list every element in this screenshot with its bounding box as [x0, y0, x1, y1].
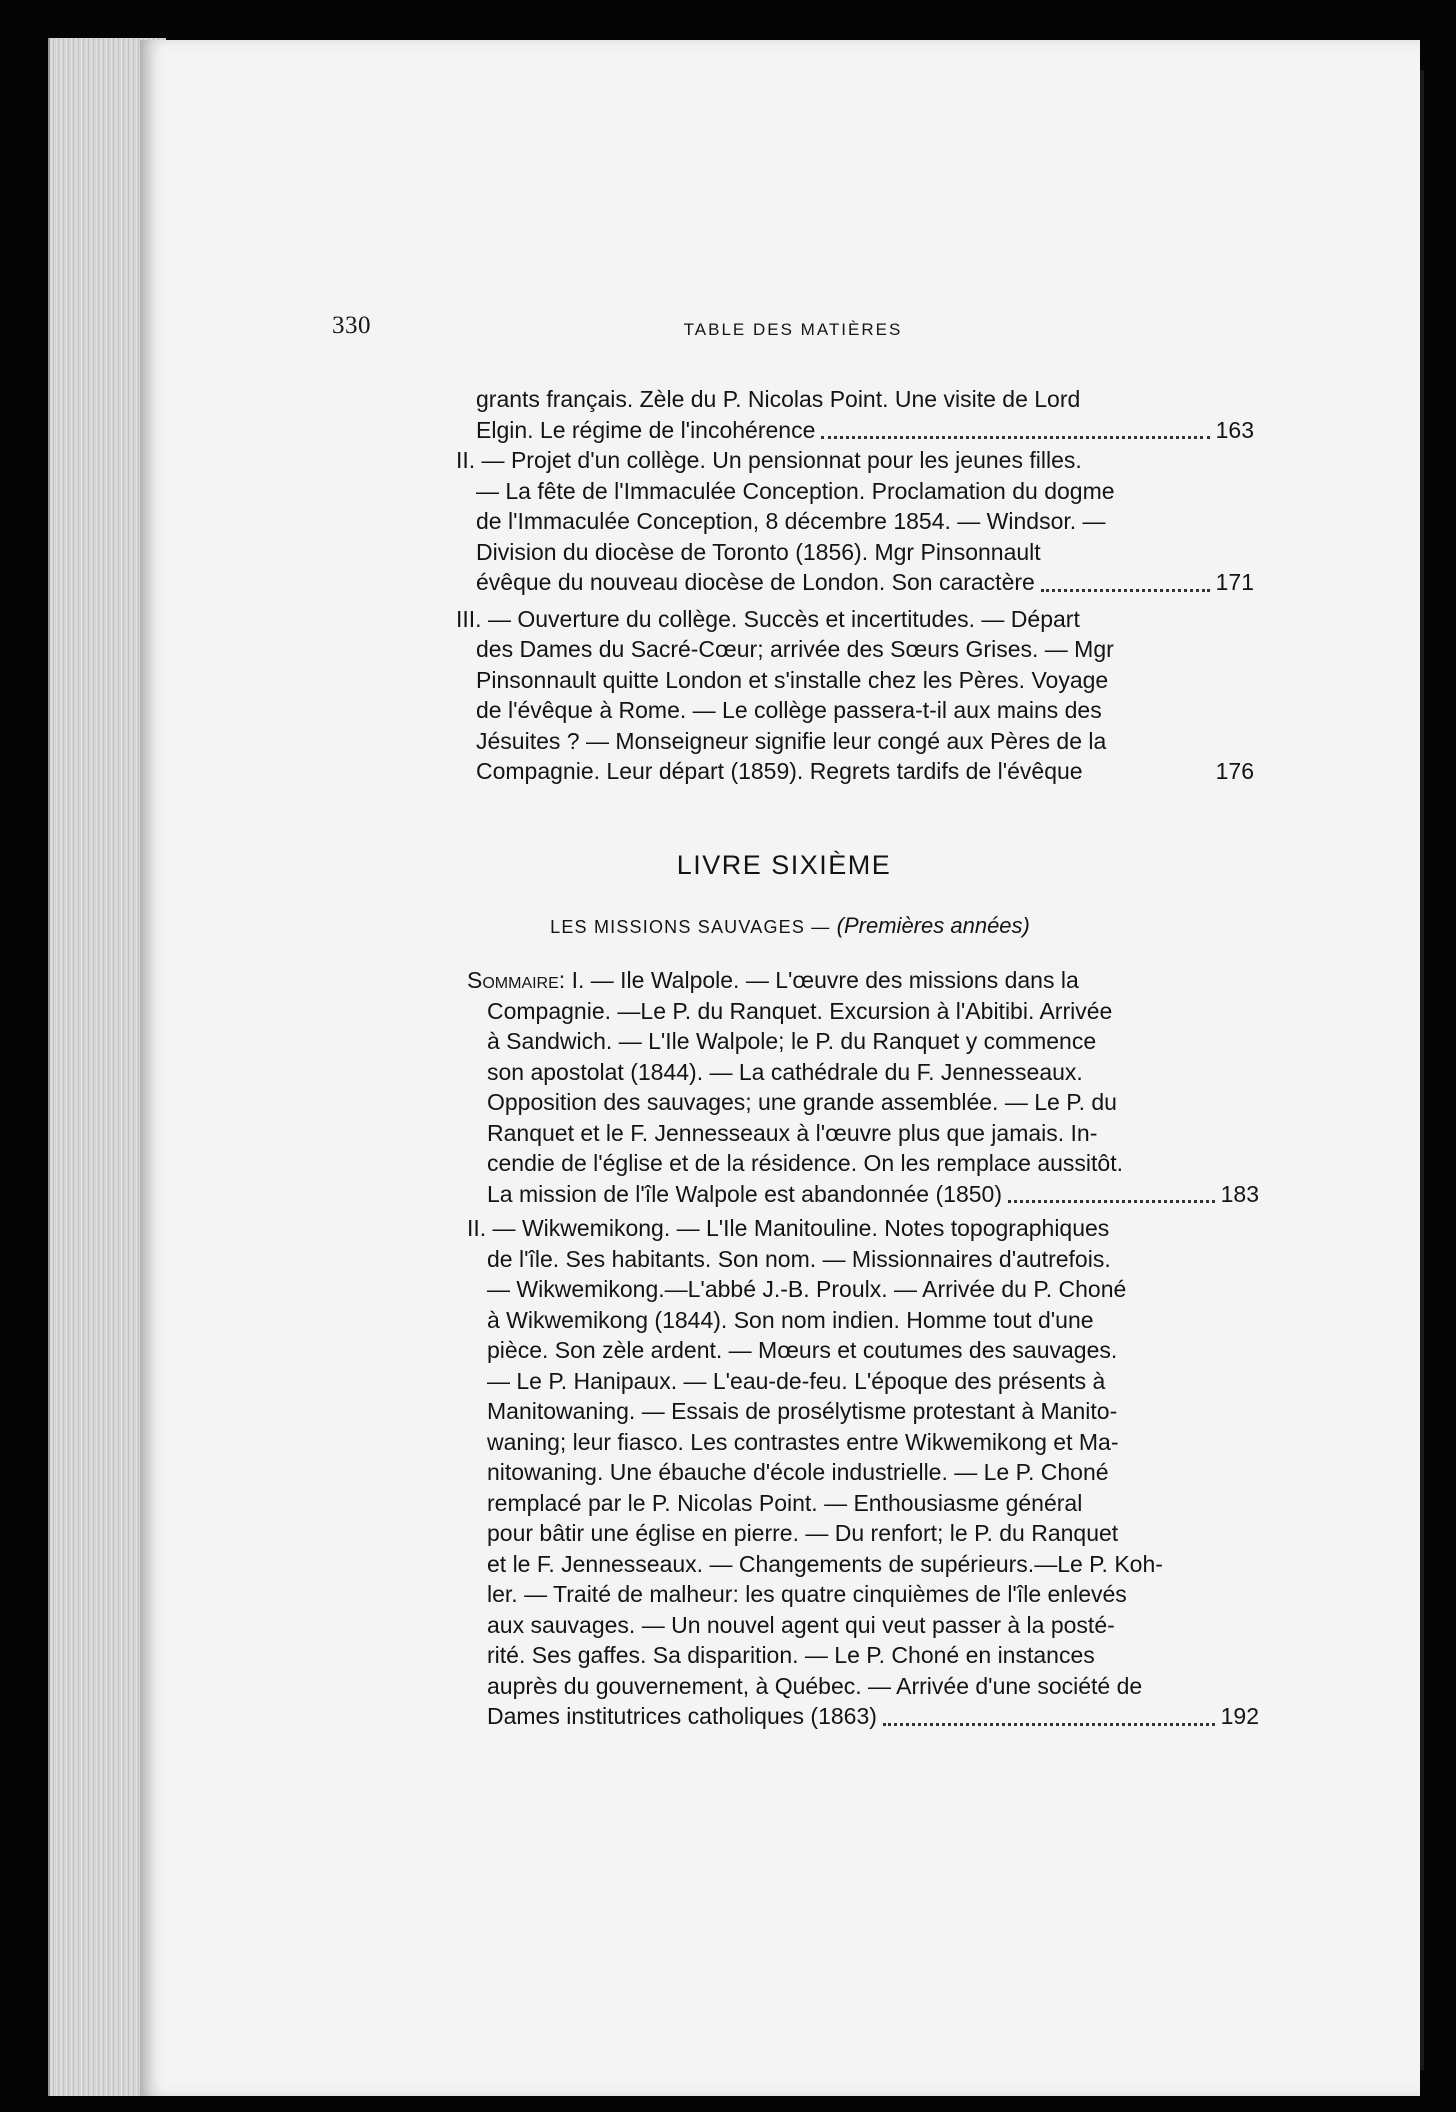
toc-line-text: ler. — Traité de malheur: les quatre cinquièmes de l'île enlevés [487, 1581, 1127, 1607]
toc-line-text: à Sandwich. — L'Ile Walpole; le P. du Ranquet y commence [487, 1028, 1097, 1054]
toc-line [467, 1274, 1259, 1305]
toc-line-text: nitowaning. Une ébauche d'école industrielle. — Le P. Choné [487, 1459, 1109, 1485]
toc-line [467, 1366, 1259, 1397]
toc-line [467, 1118, 1259, 1149]
toc-line [467, 1396, 1259, 1427]
toc-line-text: évêque du nouveau diocèse de London. Son caractère [476, 569, 1035, 595]
toc-line-text: Jésuites ? — Monseigneur signifie leur congé aux Pères de la [476, 727, 1107, 754]
toc-line-with-page [476, 415, 1254, 446]
toc-line-text: pour bâtir une église en pierre. — Du renfort; le P. du Ranquet [487, 1520, 1119, 1546]
toc-line [456, 726, 1254, 757]
toc-line [467, 1244, 1259, 1275]
toc-line-text: grants français. Zèle du P. Nicolas Point. Une visite de Lord [476, 386, 1081, 412]
toc-line [467, 996, 1259, 1027]
toc-line [467, 1610, 1259, 1641]
livre-subtitle [0, 913, 1456, 939]
toc-line-with-page [456, 756, 1254, 787]
page-number: 330 [332, 312, 371, 339]
toc-line-text: La mission de l'île Walpole est abandonnée (1850) [487, 1180, 1002, 1207]
toc-line-text: Compagnie. —Le P. du Ranquet. Excursion à l'Abitibi. Arrivée [487, 997, 1113, 1024]
toc-line-text: waning; leur fiasco. Les contrastes entre Wikwemikong et Ma- [487, 1428, 1119, 1455]
toc-entry-continuation [476, 384, 1254, 445]
dot-leader [883, 1723, 1215, 1726]
toc-line-with-page [467, 1701, 1259, 1732]
sommaire-label: Sommaire [467, 967, 559, 993]
toc-line-text: Compagnie. Leur départ (1859). Regrets tardifs de l'évêque [476, 758, 1083, 784]
toc-line-text: à Wikwemikong (1844). Son nom indien. Homme tout d'une [487, 1306, 1094, 1333]
toc-line-text: II. — Wikwemikong. — L'Ile Manitouline. Notes topographiques [467, 1215, 1110, 1241]
toc-line-with-page [467, 1179, 1259, 1210]
toc-page-number: 171 [1215, 569, 1254, 595]
toc-line-text: II. — Projet d'un collège. Un pensionnat pour les jeunes filles. [456, 447, 1082, 473]
toc-line [467, 1457, 1259, 1488]
toc-line-text: III. — Ouverture du collège. Succès et incertitudes. — Départ [456, 605, 1080, 632]
toc-line [467, 1305, 1259, 1336]
toc-page-number: 183 [1220, 1180, 1259, 1207]
livre-subtitle-caps: LES MISSIONS SAUVAGES — [550, 917, 837, 937]
toc-line [467, 965, 1259, 996]
toc-line-text: de l'Immaculée Conception, 8 décembre 1854. — Windsor. — [476, 508, 1106, 534]
toc-line [467, 1335, 1259, 1366]
toc-line [467, 1671, 1259, 1702]
toc-line [467, 1087, 1259, 1118]
toc-line-text: — La fête de l'Immaculée Conception. Proclamation du dogme [476, 477, 1115, 504]
toc-line [456, 537, 1254, 568]
toc-line [456, 665, 1254, 696]
toc-line [467, 1213, 1259, 1244]
toc-line-text: — Le P. Hanipaux. — L'eau-de-feu. L'époque des présents à [487, 1367, 1106, 1394]
toc-line [467, 1640, 1259, 1671]
toc-line [456, 445, 1254, 476]
livre-subtitle-italic: (Premières années) [836, 913, 1030, 938]
toc-page-number: 163 [1215, 416, 1254, 443]
dot-leader [1041, 589, 1210, 592]
toc-line [467, 1427, 1259, 1458]
toc-line-text: et le F. Jennesseaux. — Changements de supérieurs.—Le P. Koh- [487, 1550, 1163, 1577]
toc-line [456, 476, 1254, 507]
toc-line [467, 1026, 1259, 1057]
toc-line [467, 1057, 1259, 1088]
toc-line [467, 1488, 1259, 1519]
dot-leader [821, 436, 1209, 439]
toc-line-text: Pinsonnault quitte London et s'installe chez les Pères. Voyage [476, 666, 1109, 693]
page-header [0, 312, 1456, 352]
toc-line [476, 384, 1254, 415]
sommaire-entry-I [467, 965, 1259, 1209]
toc-line-text: remplacé par le P. Nicolas Point. — Enthousiasme général [487, 1489, 1083, 1516]
toc-page-number: 176 [1215, 758, 1254, 784]
dot-leader [1008, 1200, 1215, 1203]
toc-line-text: de l'évêque à Rome. — Le collège passera-t-il aux mains des [476, 697, 1102, 723]
toc-line [456, 604, 1254, 635]
toc-line [467, 1518, 1259, 1549]
toc-line-text: cendie de l'église et de la résidence. On les remplace aussitôt. [487, 1150, 1123, 1176]
toc-line-text: auprès du gouvernement, à Québec. — Arrivée d'une société de [487, 1672, 1143, 1699]
toc-line [456, 634, 1254, 665]
toc-line-text: — Wikwemikong.—L'abbé J.-B. Proulx. — Arrivée du P. Choné [487, 1276, 1127, 1302]
toc-line [456, 506, 1254, 537]
livre-title: LIVRE SIXIÈME [676, 850, 892, 880]
sommaire-section [467, 965, 1259, 1732]
toc-line-text: Manitowaning. — Essais de prosélytisme protestant à Manito- [487, 1398, 1118, 1424]
toc-line-text: rité. Ses gaffes. Sa disparition. — Le P. Choné en instances [487, 1642, 1095, 1668]
toc-line-text: : I. — Ile Walpole. — L'œuvre des missions dans la [558, 967, 1079, 993]
toc-entry-II [456, 445, 1254, 598]
toc-line-text: Elgin. Le régime de l'incohérence [476, 416, 816, 443]
toc-line [467, 1549, 1259, 1580]
toc-line [467, 1579, 1259, 1610]
toc-line-text: pièce. Son zèle ardent. — Mœurs et coutumes des sauvages. [487, 1337, 1118, 1363]
toc-line-text: Ranquet et le F. Jennesseaux à l'œuvre plus que jamais. In- [487, 1119, 1098, 1146]
toc-line-text: son apostolat (1844). — La cathédrale du F. Jennesseaux. [487, 1058, 1083, 1085]
running-title: TABLE DES MATIÈRES [683, 320, 903, 339]
toc-entry-III [456, 604, 1254, 787]
sommaire-entry-II [467, 1213, 1259, 1732]
toc-line-text: des Dames du Sacré-Cœur; arrivée des Sœurs Grises. — Mgr [476, 636, 1114, 662]
toc-line [456, 695, 1254, 726]
toc-line-text: Division du diocèse de Toronto (1856). Mgr Pinsonnault [476, 538, 1041, 565]
toc-line [467, 1148, 1259, 1179]
toc-line-with-page [456, 567, 1254, 598]
toc-line-text: de l'île. Ses habitants. Son nom. — Missionnaires d'autrefois. [487, 1245, 1111, 1272]
toc-page-number: 192 [1220, 1703, 1259, 1729]
toc-line-text: aux sauvages. — Un nouvel agent qui veut passer à la posté- [487, 1611, 1115, 1638]
toc-line-text: Opposition des sauvages; une grande assemblée. — Le P. du [487, 1089, 1117, 1115]
toc-line-text: Dames institutrices catholiques (1863) [487, 1703, 877, 1729]
toc-top-section [456, 384, 1254, 787]
